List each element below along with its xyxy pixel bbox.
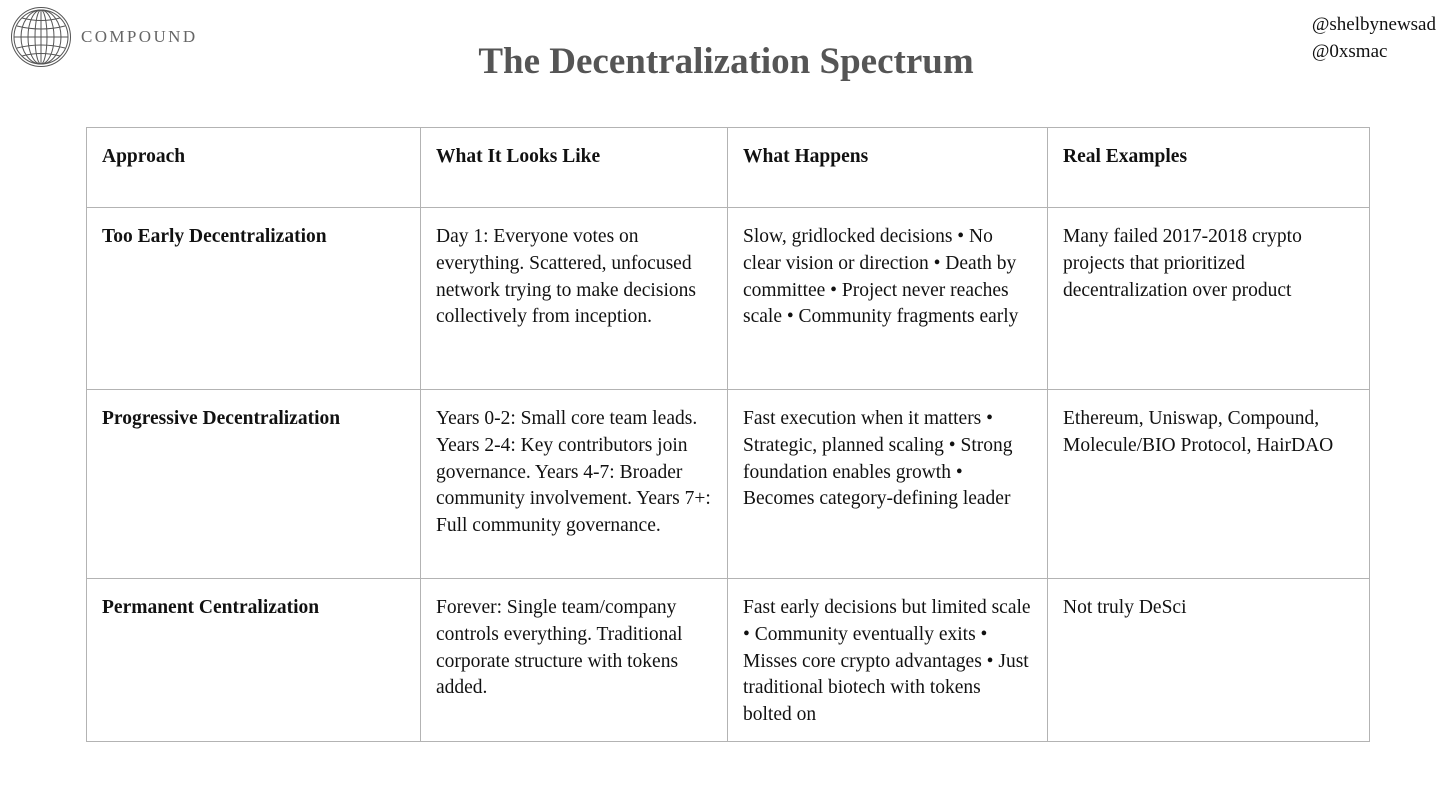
cell-examples: Ethereum, Uniswap, Compound, Molecule/BIO Protocol, HairDAO (1048, 390, 1370, 579)
table-header-row (87, 128, 1370, 208)
cell-examples: Not truly DeSci (1048, 579, 1370, 742)
page-title: The Decentralization Spectrum (478, 41, 974, 82)
cell-approach: Too Early Decentralization (87, 208, 421, 390)
table-row (87, 208, 1370, 390)
header-examples: Real Examples (1048, 128, 1370, 208)
handle-shelbynewsad: @shelbynewsad (1311, 14, 1436, 35)
cell-approach: Permanent Centralization (87, 579, 421, 742)
cell-happens: Slow, gridlocked decisions • No clear vision or direction • Death by committee • Project never reaches scale • Community fragments early (728, 208, 1048, 390)
spectrum-table (86, 127, 1370, 742)
cell-looks-like: Forever: Single team/company controls everything. Traditional corporate structure with tokens added. (421, 579, 728, 742)
cell-happens: Fast execution when it matters • Strategic, planned scaling • Strong foundation enables growth • Becomes category-defining leader (728, 390, 1048, 579)
cell-approach: Progressive Decentralization (87, 390, 421, 579)
header-happens: What Happens (728, 128, 1048, 208)
header-looks-like: What It Looks Like (421, 128, 728, 208)
cell-happens: Fast early decisions but limited scale • Community eventually exits • Misses core crypto advantages • Just traditional biotech with tokens bolted on (728, 579, 1048, 742)
brand-name: COMPOUND (81, 27, 198, 46)
table-row (87, 579, 1370, 742)
cell-looks-like: Years 0-2: Small core team leads. Years 2-4: Key contributors join governance. Years 4-7: Broader community involvement. Years 7+: Full community governance. (421, 390, 728, 579)
handle-0xsmac: @0xsmac (1311, 41, 1388, 62)
cell-examples: Many failed 2017-2018 crypto projects that prioritized decentralization over product (1048, 208, 1370, 390)
header-approach: Approach (87, 128, 421, 208)
table-row (87, 390, 1370, 579)
cell-looks-like: Day 1: Everyone votes on everything. Scattered, unfocused network trying to make decisions collectively from inception. (421, 208, 728, 390)
